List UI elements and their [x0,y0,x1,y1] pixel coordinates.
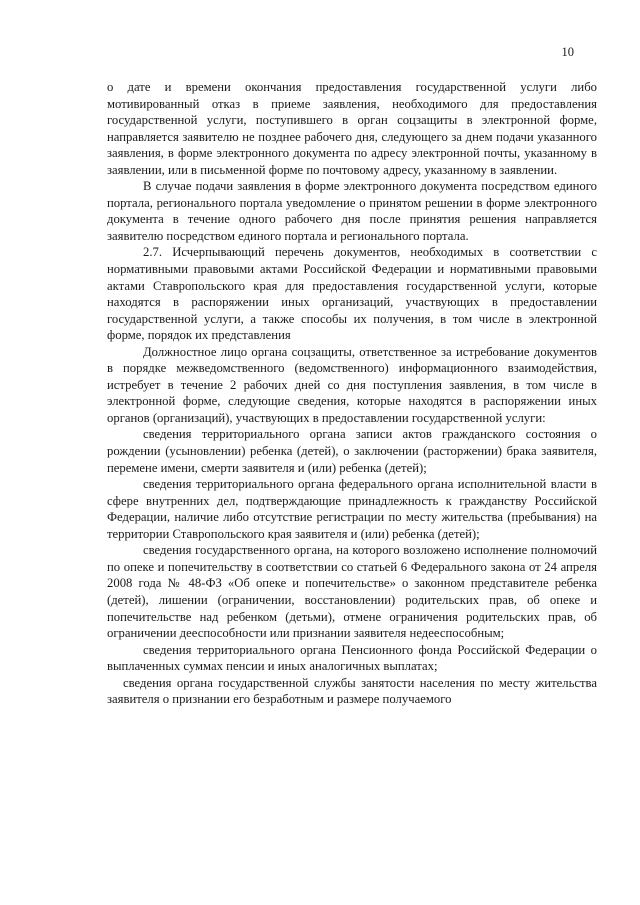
list-item-pension-fund: сведения территориального органа Пенсионного фонда Российской Федерации о выплаченных суммах пенсии и иных аналогичных выплатах; [107,642,597,674]
paragraph-official-requests: Должностное лицо органа соцзащиты, ответственное за истребование документов в порядке межведомственного (ведомственного) информационного взаимодействия, истребует в течение 2 рабочих дней со дня поступления заявления, в том числе в электронной форме, следующие сведения, которые находятся в распоряжении иных органов (организаций), участвующих в предоставлении государственной услуги: [107,344,597,425]
paragraph-notification-continuation: о дате и времени окончания предоставления государственной услуги либо мотивированный отказ в приеме заявления, необходимого для предоставления государственной услуги, поступившего в орган соцзащиты в электронной форме, направляется заявителю не позднее рабочего дня, следующего за днем подачи указанного заявления, в форме электронного документа по адресу электронной почты, указанному в заявлении, или в письменной форме по почтовому адресу, указанному в заявлении. [107,80,597,177]
paragraph-electronic-portal: В случае подачи заявления в форме электронного документа посредством единого портала, регионального портала уведомление о принятом решении в форме электронного документа в течение одного рабочего дня после принятия решения направляется заявителю посредством единого портала и регионального портала. [107,179,597,243]
page-number: 10 [561,45,574,59]
list-item-internal-affairs: сведения территориального органа федерального органа исполнительной власти в сфере внутренних дел, подтверждающие принадлежность к гражданству Российской Федерации, наличие либо отсутствие регистрации по месту жительства (пребывания) на территории Ставропольского края заявителя и (или) ребенка (детей); [107,477,597,541]
list-item-guardianship: сведения государственного органа, на которого возложено исполнение полномочий по опеке и попечительству в соответствии со статьей 6 Федерального закона от 24 апреля 2008 года № 48-ФЗ «Об опеке и попечительстве» о законном представителе ребенка (детей), лишении (ограничении, восстановлении) родительских прав, об опеке и попечительстве над ребенком (детьми), отмене ограничения родительских прав, об ограничении дееспособности или признании заявителя недееспособным; [107,543,597,641]
document-body [107,79,597,708]
list-item-civil-registry: сведения территориального органа записи актов гражданского состояния о рождении (усыновлении) ребенка (детей), о заключении (расторжении) брака заявителя, перемене имени, смерти заявителя и (или) ребенка (детей); [107,427,597,475]
list-item-employment-service: сведения органа государственной службы занятости населения по месту жительства заявителя о признании его безработным и размере получаемого [107,675,597,707]
paragraph-section-2-7-heading: 2.7. Исчерпывающий перечень документов, необходимых в соответствии с нормативными правовыми актами Российской Федерации и нормативными правовыми актами Ставропольского края для предоставления государственной услуги, которые находятся в распоряжении иных организаций, участвующих в предоставлении государственной услуги, а также способы их получения, в том числе в электронной форме, порядок их представления [107,245,597,343]
